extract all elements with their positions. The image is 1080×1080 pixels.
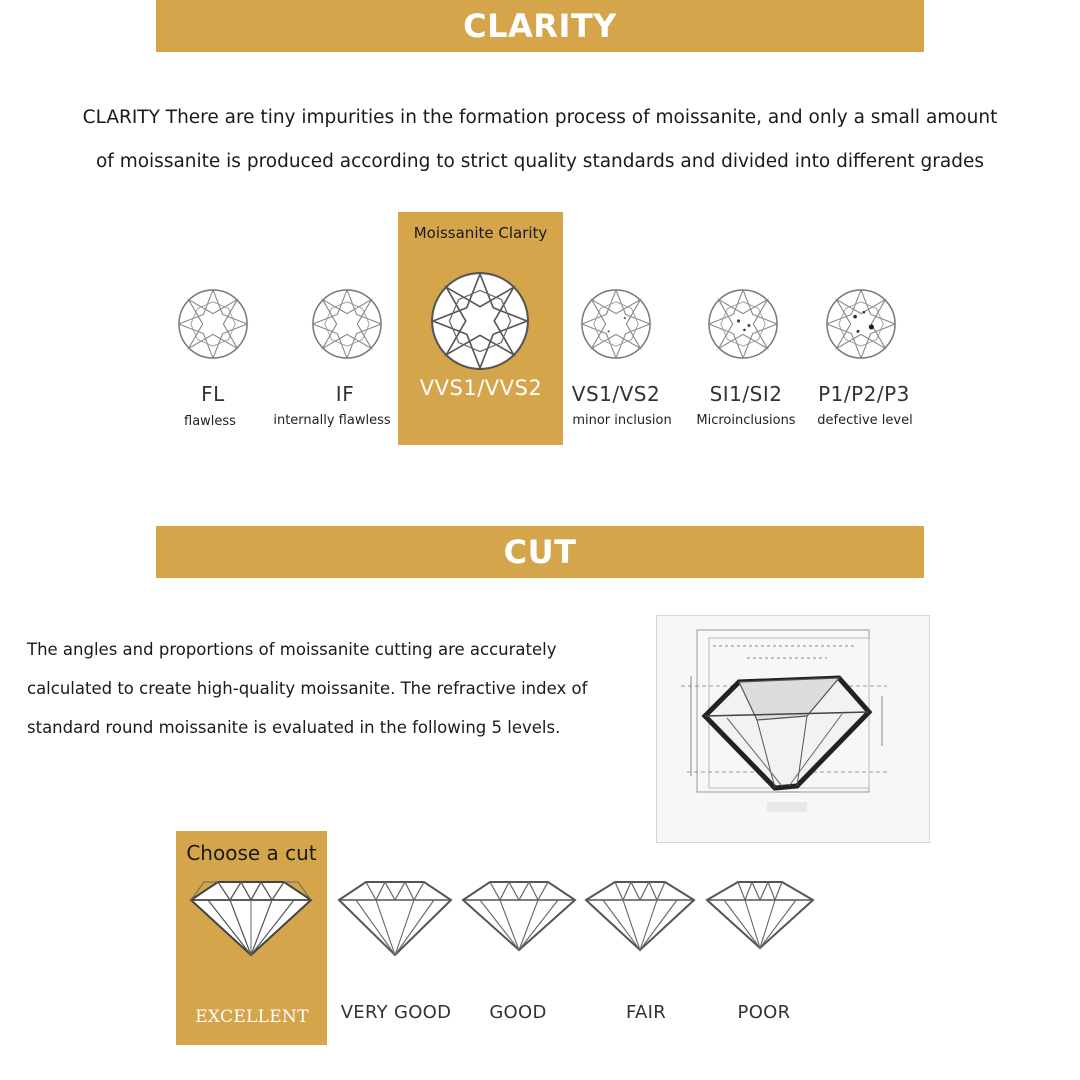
gem-top-view-icon (310, 287, 384, 361)
clarity-intro (30, 96, 1050, 184)
clarity-desc-p: defective level (817, 413, 913, 428)
cut-grade-good[interactable]: GOOD (489, 1002, 547, 1023)
clarity-grade-fl[interactable]: FL (201, 382, 225, 406)
gem-top-view-icon (176, 287, 250, 361)
cut-grade-very-good[interactable]: VERY GOOD (340, 1002, 452, 1023)
clarity-desc-si: Microinclusions (696, 413, 796, 428)
cut-grade-excellent[interactable]: EXCELLENT (195, 1007, 309, 1027)
clarity-intro-line1: CLARITY There are tiny impurities in the formation process of moissanite, and only a small amount (82, 107, 998, 128)
cut-description-line1: The angles and proportions of moissanite cutting are accurately (27, 640, 557, 659)
cut-banner (156, 526, 924, 578)
clarity-grade-vvs[interactable]: VVS1/VVS2 (419, 376, 543, 400)
clarity-intro-line2: of moissanite is produced according to strict quality standards and divided into different grades (95, 151, 985, 172)
clarity-grade-if[interactable]: IF (335, 382, 355, 406)
cut-banner-title: CUT (503, 533, 577, 571)
cut-description-line3: standard round moissanite is evaluated in the following 5 levels. (27, 718, 561, 737)
diamond-side-view-icon (460, 878, 578, 954)
gem-top-view-icon (706, 287, 780, 361)
clarity-banner-title: CLARITY (463, 7, 617, 45)
clarity-grade-vs[interactable]: VS1/VS2 (571, 382, 661, 406)
diamond-side-view-icon (336, 878, 454, 958)
gem-top-view-icon (579, 287, 653, 361)
diamond-side-view-icon (188, 878, 314, 958)
clarity-grade-si[interactable]: SI1/SI2 (709, 382, 783, 406)
gem-top-view-icon (824, 287, 898, 361)
diamond-side-view-icon (583, 878, 697, 954)
clarity-desc-if: internally flawless (273, 413, 391, 428)
cut-highlight-title: Choose a cut (186, 841, 317, 865)
cut-grade-poor[interactable]: POOR (737, 1002, 791, 1023)
clarity-highlight-title: Moissanite Clarity (413, 224, 548, 242)
clarity-banner (156, 0, 924, 52)
diamond-side-view-icon (704, 878, 816, 952)
clarity-desc-vs: minor inclusion (572, 413, 672, 428)
cut-grade-fair[interactable]: FAIR (625, 1002, 667, 1023)
gem-top-view-selected-icon (429, 270, 531, 372)
diamond-proportion-icon (657, 616, 929, 842)
cut-description (27, 630, 637, 747)
cut-description-line2: calculated to create high-quality moissanite. The refractive index of (27, 679, 588, 698)
clarity-desc-fl: flawless (184, 414, 236, 429)
clarity-grade-p[interactable]: P1/P2/P3 (818, 382, 910, 406)
cut-proportion-diagram (656, 615, 930, 843)
